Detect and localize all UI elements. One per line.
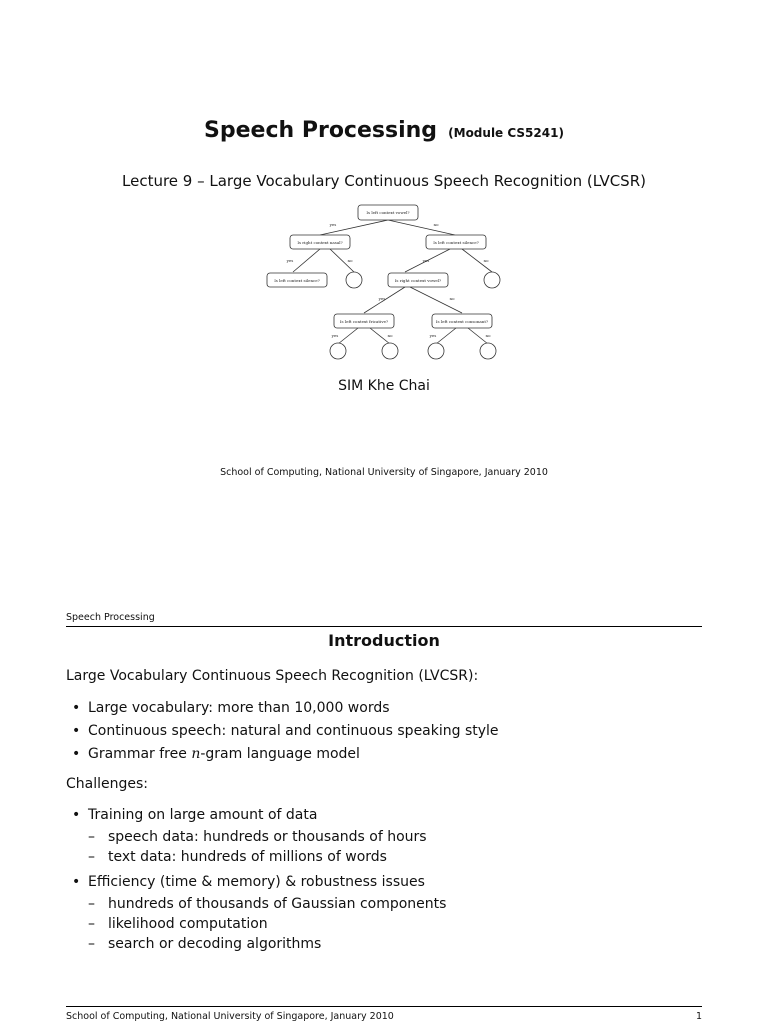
edge-label-yes: yes	[378, 296, 386, 301]
node-left-left-label: Is left context silence?	[274, 278, 320, 283]
edge-label-yes: yes	[422, 258, 430, 263]
dash-icon: –	[88, 936, 95, 952]
sub-list-item: – speech data: hundreds or thousands of hours	[88, 829, 427, 845]
leaf-node	[346, 272, 362, 288]
edge-label-yes: yes	[429, 333, 437, 338]
bullet-icon: •	[72, 700, 81, 716]
list-item: • Grammar free n-gram language model	[70, 743, 710, 766]
bullet-icon: •	[72, 874, 81, 890]
sub-list	[88, 827, 710, 867]
author-name: SIM Khe Chai	[338, 378, 430, 394]
list-item: • Large vocabulary: more than 10,000 words	[70, 697, 710, 720]
leaf-node	[382, 343, 398, 359]
leaf-node	[330, 343, 346, 359]
sub-list-item: – search or decoding algorithms	[88, 936, 322, 952]
sub-list-item: – hundreds of thousands of Gaussian components	[88, 896, 447, 912]
lecture-subtitle: Lecture 9 – Large Vocabulary Continuous Speech Recognition (LVCSR)	[122, 172, 646, 190]
challenges-label: Challenges:	[66, 776, 149, 792]
title-text: Speech Processing	[204, 118, 438, 143]
intro-text: Large Vocabulary Continuous Speech Recognition (LVCSR):	[66, 668, 479, 684]
dash-icon: –	[88, 896, 95, 912]
edge-rlr-yes	[436, 328, 456, 344]
edge-label-yes: yes	[329, 222, 337, 227]
edge-label-no: no	[449, 296, 455, 301]
list-item: • Efficiency (time & memory) & robustness issues – hundreds of thousands of Gaussian components – likelihood computation – search or decoding algorithms	[70, 871, 710, 954]
challenges-list	[70, 804, 710, 954]
node-root-label: Is left context vowel?	[366, 210, 410, 215]
edge-label-no: no	[433, 222, 439, 227]
node-rl-right-label: Is left context consonant?	[435, 319, 489, 324]
edge-root-right	[388, 220, 455, 235]
slide-heading: Introduction	[328, 631, 440, 650]
decision-tree-diagram	[230, 198, 540, 363]
node-left-label: Is right context nasal?	[297, 240, 343, 245]
sub-list	[88, 894, 710, 954]
node-rl-left-label: Is left context fricative?	[339, 319, 389, 324]
edge-label-no: no	[347, 258, 353, 263]
edge-label-yes: yes	[331, 333, 339, 338]
dash-icon: –	[88, 916, 95, 932]
node-right-left-label: Is right context vowel?	[394, 278, 442, 283]
edge-left-yes	[293, 249, 320, 272]
footer-text: School of Computing, National University of Singapore, January 2010	[66, 1011, 394, 1022]
list-item: • Continuous speech: natural and continuous speaking style	[70, 720, 710, 743]
leaf-node	[428, 343, 444, 359]
slide-header: Speech Processing	[66, 612, 155, 623]
leaf-node	[480, 343, 496, 359]
bullet-icon: •	[72, 723, 81, 739]
edge-label-yes: yes	[286, 258, 294, 263]
edge-rll-yes	[338, 328, 358, 344]
edge-label-no: no	[485, 333, 491, 338]
header-rule	[66, 626, 702, 627]
feature-list	[70, 697, 710, 766]
affiliation: School of Computing, National University of Singapore, January 2010	[220, 467, 548, 478]
bullet-icon: •	[72, 807, 81, 823]
node-right-label: Is left context silence?	[433, 240, 479, 245]
leaf-node	[484, 272, 500, 288]
edge-label-no: no	[483, 258, 489, 263]
dash-icon: –	[88, 849, 95, 865]
list-item: • Training on large amount of data – speech data: hundreds or thousands of hours – text data: hundreds of millions of words	[70, 804, 710, 867]
edge-label-no: no	[387, 333, 393, 338]
bullet-icon: •	[72, 746, 81, 762]
footer-rule	[66, 1006, 702, 1007]
sub-list-item: – text data: hundreds of millions of words	[88, 849, 387, 865]
dash-icon: –	[88, 829, 95, 845]
document-title	[0, 118, 768, 143]
module-code: (Module CS5241)	[448, 126, 564, 140]
sub-list-item: – likelihood computation	[88, 916, 268, 932]
page-number: 1	[695, 1011, 702, 1022]
